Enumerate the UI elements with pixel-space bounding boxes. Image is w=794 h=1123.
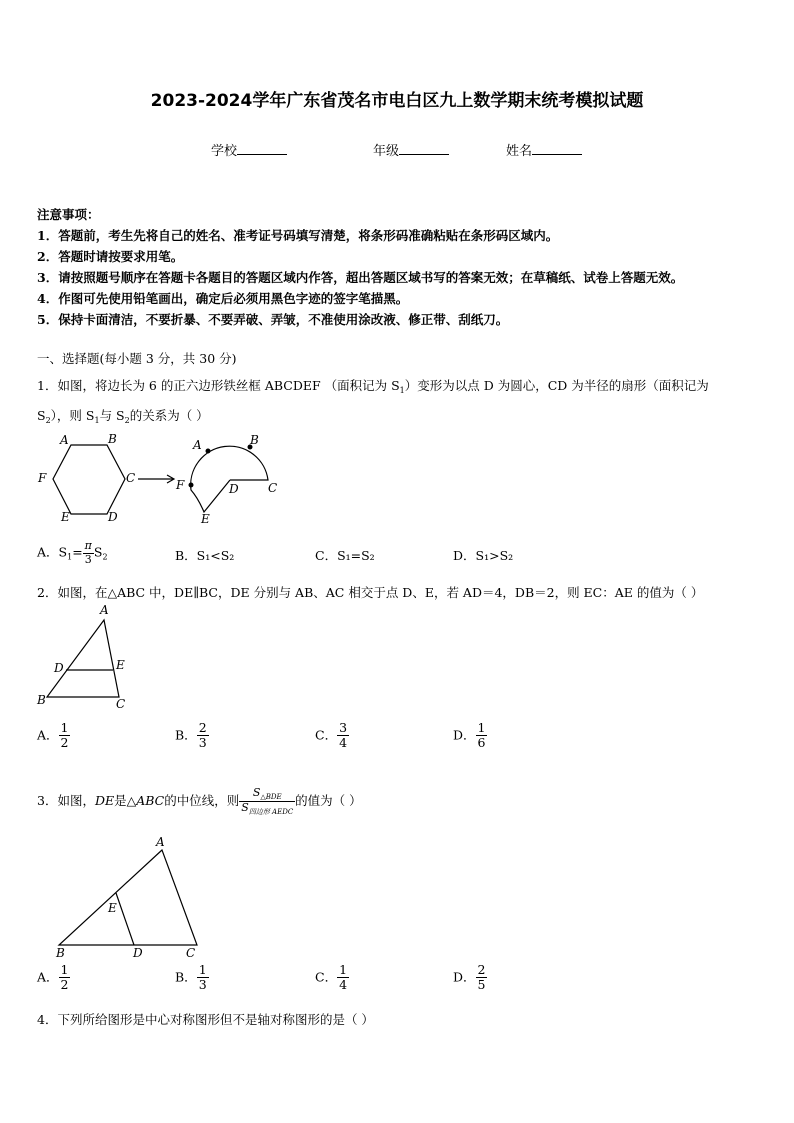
label-C: C xyxy=(186,946,196,960)
label2-E: E xyxy=(201,512,210,526)
triangle-abc xyxy=(59,850,197,945)
label2-C: C xyxy=(268,481,278,495)
label2-B: B xyxy=(250,433,259,447)
label-D: D xyxy=(108,510,118,524)
q1-line1: 1．如图，将边长为 6 的正六边形铁丝框 ABCDEF （面积记为 $S_1$）变形为以点 D 为圆心，CD 为半径的扇形（面积记为 xyxy=(37,378,709,395)
segment-de xyxy=(116,893,134,945)
q3-figure xyxy=(0,0,260,960)
name-blank xyxy=(532,142,582,155)
q2-text: 2．如图，在△ABC 中，DE∥BC，DE 分别与 AB、AC 相交于点 D、E，若 AD＝4，DB＝2，则 EC：AE 的值为（ ） xyxy=(37,585,704,600)
note-item: 1．答题前，考生先将自己的姓名、准考证号码填写清楚，将条形码准确粘贴在条形码区域内。 xyxy=(37,228,559,243)
label-E: E xyxy=(61,510,70,524)
page-title: 2023-2024学年广东省茂名市电白区九上数学期末统考模拟试题 xyxy=(150,91,644,111)
label-B: B xyxy=(56,946,65,960)
grade-field xyxy=(373,140,449,159)
label-E: E xyxy=(108,901,117,915)
label-F: F xyxy=(38,471,47,485)
label-C: C xyxy=(126,471,136,485)
q1-line2: $S_2$），则 $S_1$与 $S_2$的关系为（ ） xyxy=(37,408,209,425)
q2-option-c[interactable]: C． $\frac{3}{4}$ xyxy=(315,720,348,751)
note-item: 2．答题时请按要求用笔。 xyxy=(37,249,184,264)
name-field xyxy=(506,140,582,159)
label-D: D xyxy=(54,661,64,675)
label-D: D xyxy=(133,946,143,960)
note-item: 5．保持卡面清洁，不要折暴、不要弄破、弄皱，不准使用涂改液、修正带、刮纸刀。 xyxy=(37,312,509,327)
q3-option-b[interactable]: B． $\frac{1}{3}$ xyxy=(175,962,207,993)
q1-option-b[interactable]: B．S₁<S₂ xyxy=(175,548,235,563)
grade-label: 年级 xyxy=(373,144,400,159)
label-A: A xyxy=(100,603,109,617)
label2-D: D xyxy=(229,482,239,496)
q2-option-d[interactable]: D． $\frac{1}{6}$ xyxy=(453,720,486,751)
note-item: 4．作图可先使用铅笔画出，确定后必须用黑色字迹的签字笔描黑。 xyxy=(37,291,409,306)
q3-option-a[interactable]: A． $\frac{1}{2}$ xyxy=(37,962,69,993)
q4-text: 4．下列所给图形是中心对称图形但不是轴对称图形的是（ ） xyxy=(37,1012,374,1027)
school-label: 学校 xyxy=(211,144,238,159)
grade-blank xyxy=(399,142,449,155)
notes-heading: 注意事项： xyxy=(37,207,100,222)
q2-option-a[interactable]: A． $\frac{1}{2}$ xyxy=(37,720,69,751)
label2-A: A xyxy=(193,438,202,452)
label-A: A xyxy=(60,433,69,447)
q1-option-c[interactable]: C．S₁=S₂ xyxy=(315,548,375,563)
label2-F: F xyxy=(176,478,185,492)
q2-option-b[interactable]: B． $\frac{2}{3}$ xyxy=(175,720,207,751)
label-C: C xyxy=(116,697,126,711)
section-title: 一、选择题(每小题 3 分，共 30 分) xyxy=(37,351,237,366)
q1-option-a[interactable]: A．$S_1=$ $\frac{\pi}{3}$ $S_2$ xyxy=(37,539,108,566)
label-B: B xyxy=(108,432,117,446)
q3-option-d[interactable]: D． $\frac{2}{5}$ xyxy=(453,962,486,993)
q1-option-d[interactable]: D．S₁>S₂ xyxy=(453,548,514,563)
label-B: B xyxy=(37,693,46,707)
name-label: 姓名 xyxy=(506,144,533,159)
q3-text: 3．如图，DE是△ABC的中位线，则 $\frac{S_{\triangle BDE}}{S_{四边形 AEDC}}$ 的值为（ ） xyxy=(37,786,362,817)
q3-option-c[interactable]: C． $\frac{1}{4}$ xyxy=(315,962,348,993)
note-item: 3．请按照题号顺序在答题卡各题目的答题区域内作答，超出答题区域书写的答案无效；在草稿纸、试卷上答题无效。 xyxy=(37,270,684,285)
label-A: A xyxy=(156,835,165,849)
label-E: E xyxy=(116,658,125,672)
